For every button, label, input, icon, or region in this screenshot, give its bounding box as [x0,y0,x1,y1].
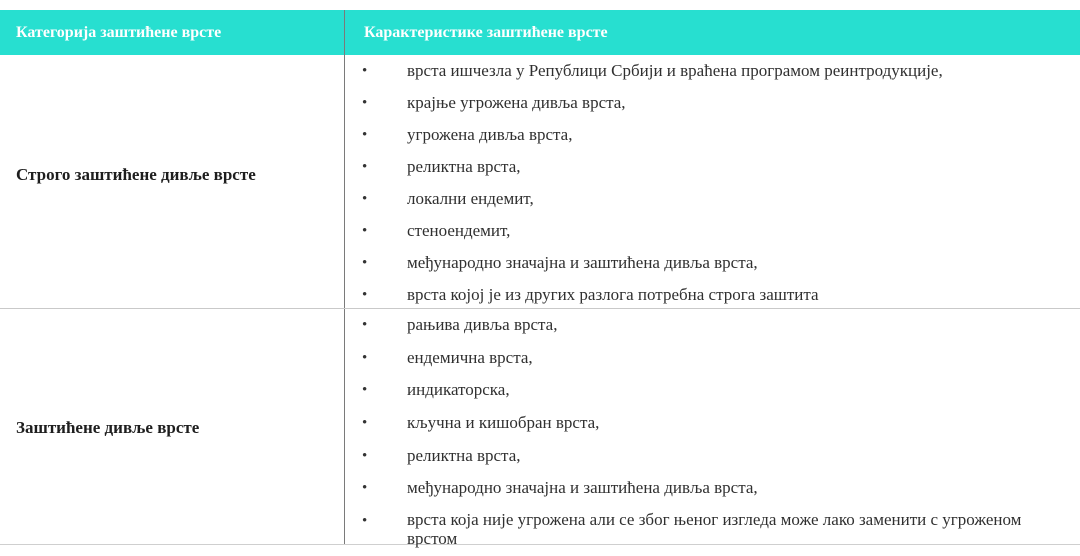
bullet-icon: • [362,415,368,432]
bullet-icon: • [362,223,368,239]
bullet-icon: • [362,159,368,175]
bullet-icon: • [362,317,368,333]
bullet-icon: • [362,480,368,497]
bullet-icon: • [362,191,368,207]
row-category: Строго заштићене дивље врсте [16,165,256,184]
header-characteristics: Карактеристике заштићене врсте [364,24,608,41]
list-item-text: рањива дивља врста, [407,315,558,334]
list-item-text: врста која није угрожена али се због њеног изгледа може лако заменити с угроженом врстом [407,510,1022,549]
list-item-text: угрожена дивља врста, [407,125,573,144]
bullet-icon: • [362,349,368,366]
header-category: Категорија заштићене врсте [16,24,222,41]
list-item-text: локални ендемит, [407,189,534,208]
bullet-icon: • [362,513,368,530]
list-item-text: врста ишчезла у Републици Србији и враћена програмом реинтродукције, [407,61,943,80]
table-header [0,10,1080,55]
bullet-icon: • [362,447,368,464]
list-item-text: међународно значајна и заштићена дивља врста, [407,478,758,498]
row-divider [0,308,1080,309]
list-item-text: кључна и кишобран врста, [407,413,600,433]
list-item-text: ендемична врста, [407,347,533,367]
bullet-icon: • [362,63,368,79]
list-item-text: индикаторска, [407,380,510,400]
bullet-icon: • [362,95,368,111]
bullet-icon: • [362,287,368,303]
list-item-text: стеноендемит, [407,221,511,240]
bullet-icon: • [362,382,368,399]
list-item-text: реликтна врста, [407,445,521,465]
list-item-text: крајње угрожена дивља врста, [407,93,626,112]
list-item-text: међународно значајна и заштићена дивља врста, [407,253,758,272]
column-divider [344,10,345,545]
list-item-text: врста којој је из других разлога потребна строга заштита [407,285,819,304]
bullet-icon: • [362,255,368,271]
row-category: Заштићене дивље врсте [16,418,200,437]
list-item-text: реликтна врста, [407,157,521,176]
bullet-icon: • [362,127,368,143]
